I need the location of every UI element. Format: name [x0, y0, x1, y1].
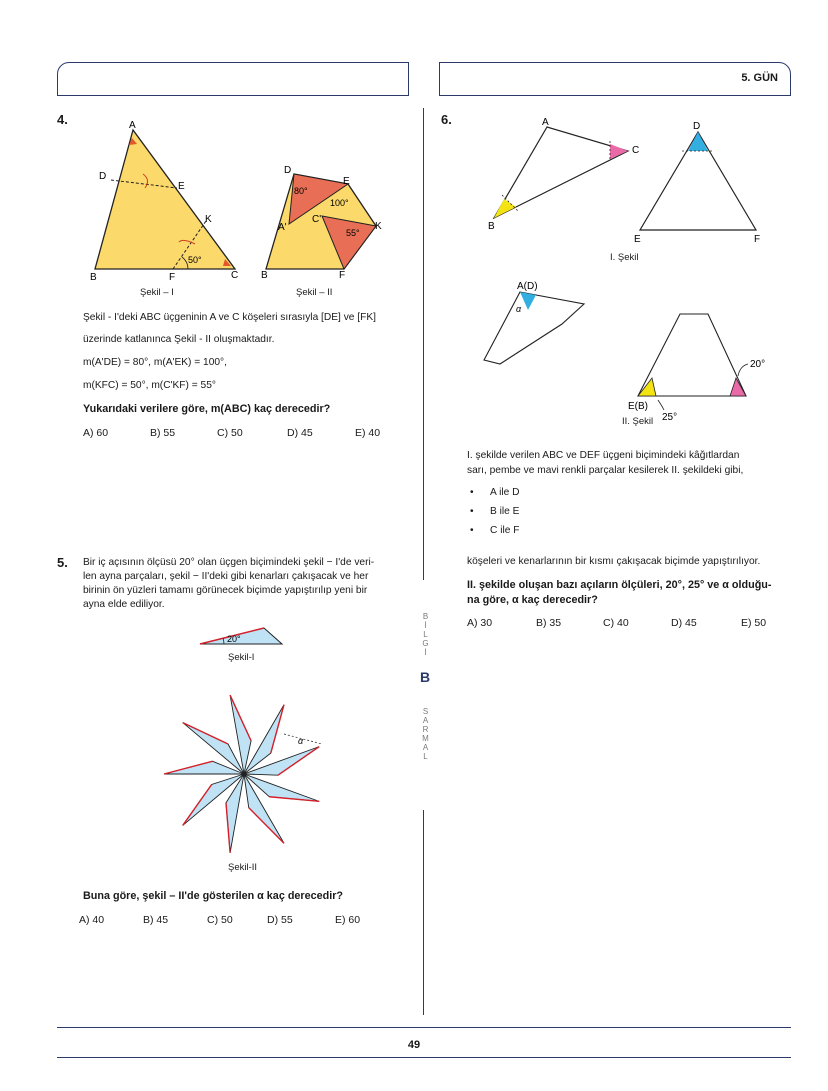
q4-number: 4. — [57, 112, 68, 127]
q4-f2-label-e: E — [343, 176, 350, 187]
brand-text-bottom: SARMAL — [421, 707, 430, 761]
q6-f1-label-a: A — [542, 117, 549, 128]
q4-f2-angle-55: 55° — [346, 228, 360, 238]
q5-options — [79, 914, 360, 926]
column-divider-top — [423, 108, 424, 580]
q6-f1-label-f: F — [754, 234, 761, 245]
q6-text-3: köşeleri ve kenarlarının bir kısmı çakışacak biçimde yapıştırılıyor. — [467, 556, 761, 567]
q4-question: Yukarıdaki verilere göre, m(ABC) kaç derecedir? — [83, 403, 331, 415]
q4-f1-label-e: E — [178, 181, 185, 192]
q6-figure-1-caption: I. Şekil — [610, 252, 639, 263]
q4-f1-label-c: C — [231, 270, 239, 281]
q6-text-2: sarı, pembe ve mavi renkli parçalar kesilerek II. şekildeki gibi, — [467, 465, 744, 476]
q6-bullet-1: • A ile D — [470, 487, 519, 506]
q6-question-2: na göre, α kaç derecedir? — [467, 594, 598, 606]
q6-f2-label-eb: E(B) — [628, 401, 648, 412]
q5-text-3: birinin ön yüzleri tamamı görünecek biçimde yapıştırılıp yeni bir — [83, 585, 368, 596]
q5-f1-angle: 20° — [227, 634, 241, 644]
q6-bullet-2: • B ile E — [470, 506, 519, 525]
q5-star — [164, 695, 322, 853]
q4-f1-label-d: D — [99, 171, 107, 182]
q6-f1-label-c: C — [632, 145, 640, 156]
q6-f1-label-d: D — [693, 121, 701, 132]
q4-f2-label-f: F — [339, 270, 346, 281]
q5-f2-angle: α — [298, 736, 304, 746]
q5-figure-1 — [196, 624, 286, 650]
q4-f1-angle-50: 50° — [188, 255, 202, 265]
q6-f1-label-e: E — [634, 234, 641, 245]
q4-f2-label-b: B — [261, 270, 268, 281]
q4-f2-angle-100: 100° — [330, 198, 349, 208]
q4-formula-2: m(KFC) = 50°, m(C'KF) = 55° — [83, 380, 216, 391]
q6-blue-piece — [484, 292, 584, 364]
q5-figure-1-caption: Şekil-I — [228, 652, 255, 663]
q4-option-e[interactable]: E) 40 — [355, 427, 381, 439]
q4-triangle-abc — [95, 130, 235, 269]
q6-option-a[interactable]: A) 30 — [467, 617, 493, 629]
q6-f2-label-alpha: α — [516, 304, 522, 314]
q4-f2-label-k: K — [375, 221, 382, 232]
q5-option-d[interactable]: D) 55 — [267, 914, 293, 926]
q4-f2-label-c: C' — [312, 214, 322, 225]
q4-f1-label-a: A — [129, 120, 136, 131]
page-number: 49 — [407, 1039, 421, 1051]
q5-option-b[interactable]: B) 45 — [143, 914, 169, 926]
q6-f2-label-20: 20° — [750, 359, 766, 370]
q5-option-e[interactable]: E) 60 — [335, 914, 361, 926]
brand-logo-icon: B — [419, 669, 431, 685]
brand-text-top: BİLGİ — [421, 611, 430, 657]
q4-options — [83, 427, 380, 439]
q6-figure-2-caption: II. Şekil — [622, 416, 654, 427]
q5-number: 5. — [57, 555, 68, 570]
q4-figure-2-caption: Şekil – II — [296, 287, 333, 298]
q6-option-e[interactable]: E) 50 — [741, 617, 767, 629]
footer-line-top — [57, 1027, 791, 1028]
q5-figure-2 — [160, 690, 328, 858]
q4-f1-label-f: F — [169, 272, 176, 283]
day-label: 5. GÜN — [741, 72, 778, 84]
q5-text-4: ayna elde ediliyor. — [83, 599, 165, 610]
q6-f1-label-b: B — [488, 221, 495, 232]
q5-option-c[interactable]: C) 50 — [207, 914, 233, 926]
q6-corner-d-blue — [688, 132, 708, 151]
q6-option-d[interactable]: D) 45 — [671, 617, 697, 629]
q4-f2-label-d: D — [284, 165, 292, 176]
column-divider-bottom — [423, 810, 424, 1015]
q6-corner-c-pink — [610, 144, 628, 159]
q4-formula-1: m(A'DE) = 80°, m(A'EK) = 100°, — [83, 357, 227, 368]
q4-option-d[interactable]: D) 45 — [287, 427, 313, 439]
q6-text-1: I. şekilde verilen ABC ve DEF üçgeni biçimindeki kâğıtlardan — [467, 450, 740, 461]
q4-f1-label-b: B — [90, 272, 97, 283]
header-box-right — [439, 62, 791, 96]
q6-bullet-3: • C ile F — [470, 525, 519, 544]
q6-question-1: II. şekilde oluşan bazı açıların ölçüleri, 20°, 25° ve α olduğu- — [467, 579, 772, 591]
q4-figure-1-caption: Şekil – I — [140, 287, 174, 298]
footer-line-bottom — [57, 1057, 791, 1058]
q4-f2-label-a: A' — [278, 222, 287, 233]
q4-f1-label-k: K — [205, 214, 212, 225]
q6-figure-2 — [480, 278, 780, 428]
q6-figure-1 — [480, 115, 770, 265]
q6-arrow-20 — [738, 364, 748, 376]
q6-triangle-abc — [494, 127, 628, 218]
q4-f2-angle-80: 80° — [294, 186, 308, 196]
q5-text-2: len ayna parçaları, şekil − II'deki gibi kenarları çakışacak ve her — [83, 571, 369, 582]
q4-text-2: üzerinde katlanınca Şekil - II oluşmaktadır. — [83, 334, 275, 345]
q4-text-1: Şekil - I'deki ABC üçgeninin A ve C köşeleri sırasıyla [DE] ve [FK] — [83, 312, 376, 323]
brand-vertical — [419, 603, 431, 778]
q6-option-c[interactable]: C) 40 — [603, 617, 629, 629]
q4-figure-1 — [85, 118, 245, 288]
q6-option-b[interactable]: B) 35 — [536, 617, 562, 629]
q5-option-a[interactable]: A) 40 — [79, 914, 105, 926]
q6-f2-label-ad: A(D) — [517, 281, 538, 292]
header-box-left — [57, 62, 409, 96]
q6-yellow-pink-piece — [638, 314, 746, 396]
q4-figure-2 — [256, 160, 396, 285]
q6-f2-label-25: 25° — [662, 412, 678, 423]
q6-bullet-list — [470, 487, 519, 544]
q4-option-b[interactable]: B) 55 — [150, 427, 176, 439]
q4-option-c[interactable]: C) 50 — [217, 427, 243, 439]
q5-question: Buna göre, şekil – II'de gösterilen α kaç derecedir? — [83, 890, 344, 902]
q5-text-1: Bir iç açısının ölçüsü 20° olan üçgen biçimindeki şekil − I'de veri- — [83, 557, 375, 568]
q5-figure-2-caption: Şekil-II — [228, 862, 258, 873]
q4-option-a[interactable]: A) 60 — [83, 427, 109, 439]
q6-options — [467, 617, 766, 629]
q6-arrow-25 — [658, 400, 664, 410]
q6-number: 6. — [441, 112, 452, 127]
